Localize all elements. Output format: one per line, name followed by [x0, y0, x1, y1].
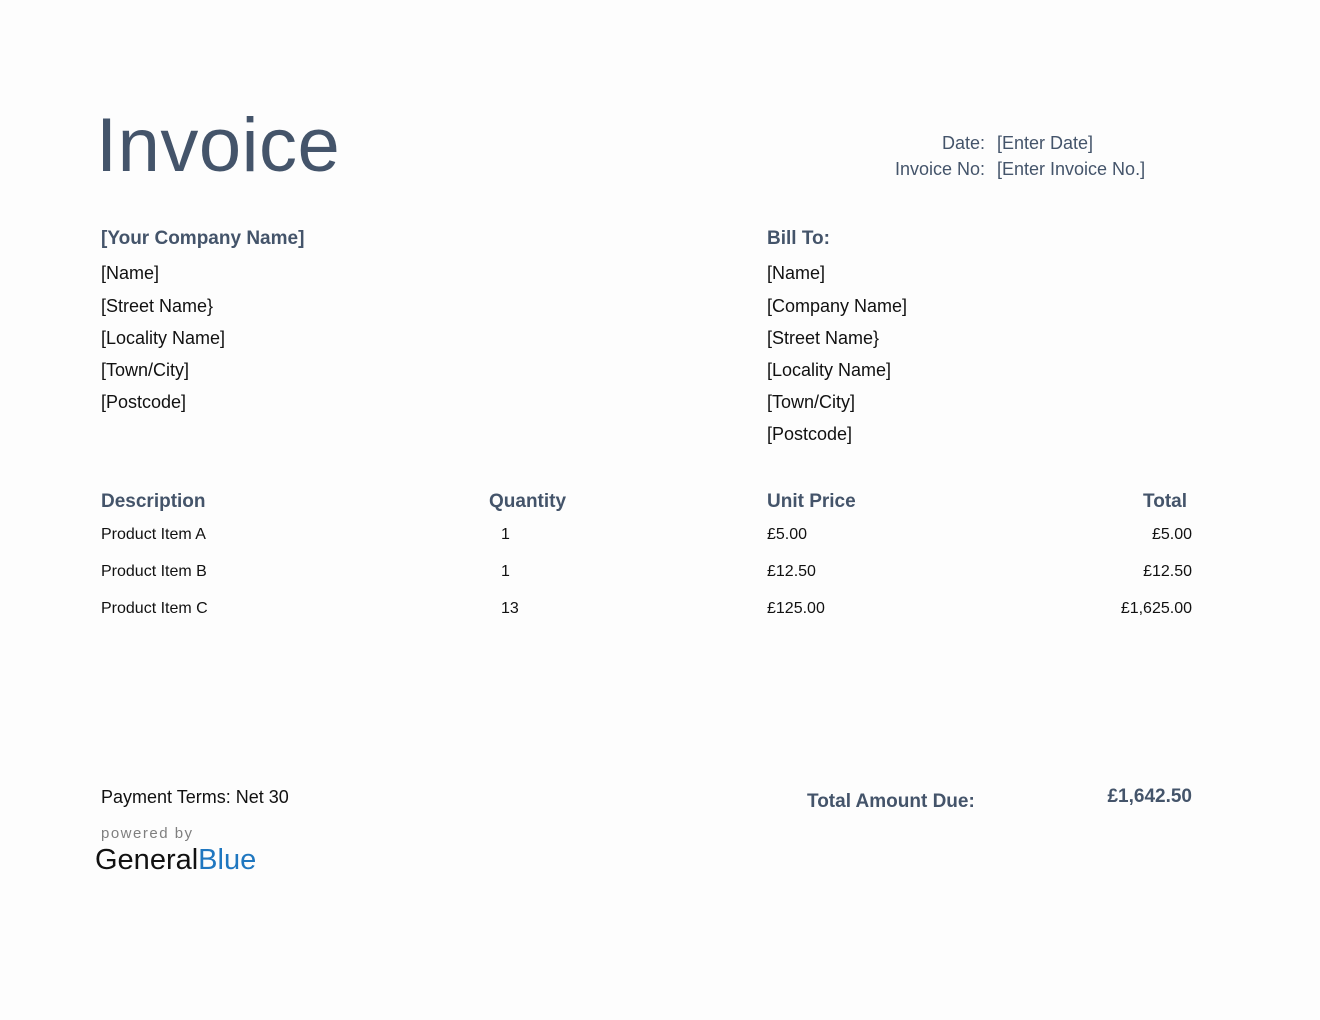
bill-to-company[interactable]: [Company Name]	[767, 296, 908, 316]
row-2-total: £12.50	[1143, 563, 1192, 580]
bill-to-town[interactable]: [Town/City]	[767, 392, 856, 412]
row-1-description[interactable]: Product Item A	[101, 526, 206, 543]
row-2-unit-price[interactable]: £12.50	[767, 563, 816, 580]
company-name[interactable]: [Your Company Name]	[101, 228, 305, 249]
total-due-label: Total Amount Due:	[807, 791, 975, 812]
from-name[interactable]: [Name]	[101, 263, 160, 283]
generalblue-logo[interactable]	[95, 843, 256, 877]
bill-to-street[interactable]: [Street Name}	[767, 328, 880, 348]
bill-to-name[interactable]: [Name]	[767, 263, 826, 283]
row-3-description[interactable]: Product Item C	[101, 600, 208, 617]
date-label: Date:	[941, 133, 985, 153]
column-header-unit-price: Unit Price	[767, 491, 856, 512]
from-locality[interactable]: [Locality Name]	[101, 328, 226, 348]
bill-to-postcode[interactable]: [Postcode]	[767, 424, 853, 444]
from-town[interactable]: [Town/City]	[101, 360, 190, 380]
invoice-no-value[interactable]: [Enter Invoice No.]	[997, 159, 1146, 179]
date-value[interactable]: [Enter Date]	[997, 133, 1094, 153]
brand-blue-text: Blue	[198, 844, 257, 876]
row-3-total: £1,625.00	[1120, 600, 1192, 617]
row-1-total: £5.00	[1151, 526, 1192, 543]
row-1-unit-price[interactable]: £5.00	[767, 526, 808, 543]
row-1-quantity[interactable]: 1	[501, 526, 510, 543]
column-header-total: Total	[1143, 491, 1187, 512]
column-header-description: Description	[101, 491, 206, 512]
invoice-title: Invoice	[96, 103, 341, 188]
invoice-no-label: Invoice No:	[894, 159, 985, 179]
row-2-quantity[interactable]: 1	[501, 563, 510, 580]
bill-to-locality[interactable]: [Locality Name]	[767, 360, 892, 380]
row-2-description[interactable]: Product Item B	[101, 563, 207, 580]
powered-by-label: powered by	[101, 825, 194, 842]
from-postcode[interactable]: [Postcode]	[101, 392, 187, 412]
row-3-unit-price[interactable]: £125.00	[767, 600, 825, 617]
row-3-quantity[interactable]: 13	[501, 600, 519, 617]
bill-to-heading: Bill To:	[767, 228, 830, 249]
column-header-quantity: Quantity	[489, 491, 567, 512]
from-street[interactable]: [Street Name}	[101, 296, 214, 316]
brand-general-text: General	[95, 844, 199, 876]
total-due-value: £1,642.50	[1107, 786, 1192, 807]
payment-terms[interactable]: Payment Terms: Net 30	[101, 787, 289, 807]
